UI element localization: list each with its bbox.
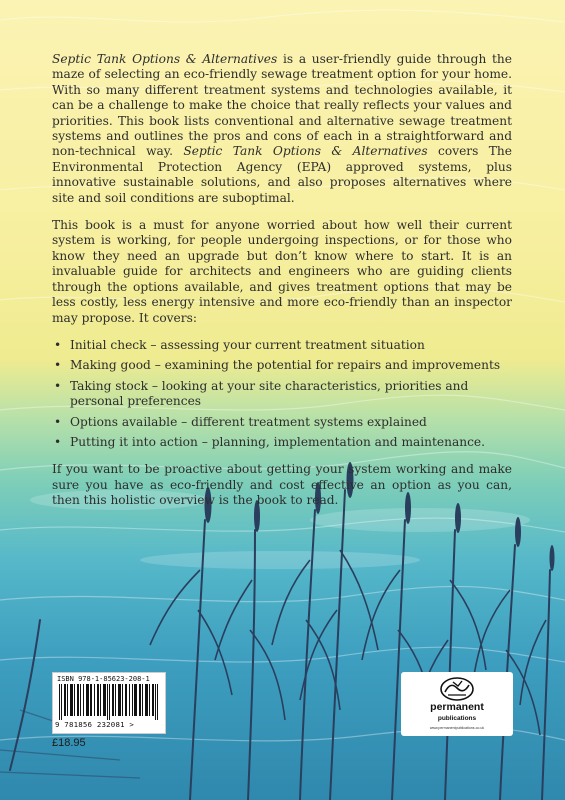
isbn-barcode bbox=[52, 672, 166, 734]
list-item: • Taking stock – looking at your site characteristics, priorities and personal preferences bbox=[70, 379, 512, 410]
publisher-name: permanent bbox=[430, 701, 484, 713]
covers-list bbox=[52, 338, 512, 450]
book-title: Septic Tank Options & Alternatives bbox=[52, 52, 278, 66]
publisher-logo-icon bbox=[439, 676, 475, 702]
barcode-bars bbox=[59, 684, 159, 720]
list-item: • Options available – different treatment systems explained bbox=[70, 415, 512, 430]
blurb-paragraph-1 bbox=[52, 52, 512, 206]
blurb-text bbox=[52, 52, 512, 521]
list-item: • Making good – examining the potential for repairs and improvements bbox=[70, 358, 512, 373]
blurb-paragraph-1-text-b: covers The Environmental Protection Agency (EPA) approved systems, plus innovative sustainable solutions, and also proposes alternatives where site and soil conditions are suboptimal. bbox=[52, 144, 512, 205]
publisher-url: www.permanentpublications.co.uk bbox=[429, 726, 485, 730]
list-item: • Initial check – assessing your current treatment situation bbox=[70, 338, 512, 353]
isbn-label: ISBN 978-1-85623-208-1 bbox=[57, 675, 150, 683]
book-title: Septic Tank Options & Alternatives bbox=[183, 144, 428, 159]
list-item: • Putting it into action – planning, implementation and maintenance. bbox=[70, 435, 512, 450]
blurb-paragraph-1-text-a: is a user-friendly guide through the maze of selecting an eco-friendly sewage treatment option for your home. With so many different treatment systems and technologies available, it can be a challenge to make the choice that really reflects your values and priorities. This book lists conventional and alternative sewage treatment systems and outlines the pros and cons of each in a straightforward and non-technical way. bbox=[52, 52, 512, 159]
publisher-subtitle: publications bbox=[437, 715, 477, 722]
ean-digits: 9 781856 232081 > bbox=[55, 720, 135, 729]
blurb-paragraph-2: This book is a must for anyone worried about how well their current system is working, for people undergoing inspections, or for those who know they need an upgrade but don’t know where to start. It is an invaluable guide for architects and engineers who are guiding clients through the options available, and gives treatment options that may be less costly, less energy intensive and more eco-friendly than an inspector may propose. It covers: bbox=[52, 218, 512, 325]
blurb-paragraph-3: If you want to be proactive about getting your system working and make sure you have as eco-friendly and cost effective an option as you can, then this holistic overview is the book to read. bbox=[52, 462, 512, 508]
publisher-logo-box bbox=[401, 672, 513, 736]
price-label: £18.95 bbox=[52, 737, 86, 749]
